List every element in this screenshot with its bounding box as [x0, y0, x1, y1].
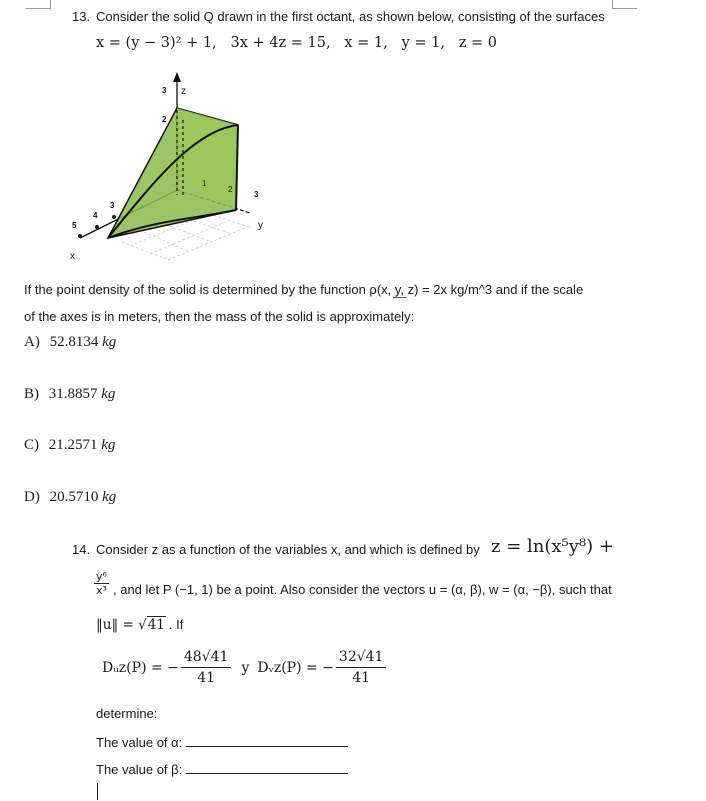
y-axis-label: y — [258, 220, 263, 231]
y-tick-1: 1 — [202, 179, 207, 188]
du-numerator: 48√41 — [181, 648, 232, 668]
option-b[interactable] — [24, 386, 115, 403]
q13-prompt: Consider the solid Q drawn in the first octant, as shown below, consisting of the surfaces — [96, 9, 605, 24]
q13-equations: x = (y − 3)² + 1, 3x + 4z = 15, x = 1, y = 1, z = 0 — [96, 35, 498, 51]
fraction-denominator: x³ — [96, 584, 107, 597]
page-corner-right — [612, 0, 637, 9]
q13-number: 13. — [72, 9, 91, 24]
du-denominator: 41 — [197, 670, 216, 686]
q14-number: 14. — [72, 542, 91, 557]
option-d-value: 20.5710 — [49, 489, 99, 505]
norm-radicand: 41 — [147, 617, 165, 633]
y-tick-3: 3 — [254, 190, 259, 199]
x-axis-label: x — [70, 251, 75, 262]
y-tick-2: 2 — [228, 185, 233, 194]
option-b-value: 31.8857 — [48, 386, 98, 402]
alpha-answer-row — [96, 733, 348, 750]
q13-density-line2: of the axes is in meters, then the mass of the solid is approximately: — [24, 309, 415, 324]
norm-prefix: ‖u‖ = √ — [96, 617, 147, 633]
x-tick-5: 5 — [72, 221, 77, 230]
q14-continuation: , and let P (−1, 1) be a point. Also consider the vectors u = (α, β), w = (α, −β), such that — [113, 582, 612, 597]
option-a-unit: kg — [102, 334, 117, 350]
z-tick-3: 3 — [162, 86, 167, 95]
beta-answer-row — [96, 760, 348, 777]
fraction-numerator: y⁶ — [96, 570, 107, 583]
dw-lhs: Dᵥz(P) = − — [257, 659, 334, 676]
option-a-value: 52.8134 — [49, 334, 99, 350]
page-corner-left — [26, 0, 51, 9]
option-c[interactable] — [24, 437, 115, 454]
z-tick-2: 2 — [162, 115, 167, 124]
du-lhs: Dᵤz(P) = − — [102, 659, 179, 676]
dw-fraction — [336, 648, 387, 687]
connector-y: y — [241, 659, 250, 676]
option-d-unit: kg — [102, 489, 117, 505]
option-c-label: C) — [24, 437, 39, 453]
directional-derivatives — [102, 648, 388, 687]
determine-label: determine: — [96, 706, 158, 721]
x-tick-4: 4 — [93, 211, 98, 220]
option-d[interactable] — [24, 489, 116, 506]
q14-prompt: Consider z as a function of the variables x, and which is defined by — [96, 542, 480, 557]
norm-suffix: . If — [168, 617, 184, 632]
alpha-label: The value of α: — [96, 735, 183, 750]
q14-fraction — [94, 570, 109, 597]
option-a-label: A) — [24, 334, 40, 350]
du-fraction — [181, 648, 232, 687]
option-c-unit: kg — [101, 437, 116, 453]
option-d-label: D) — [24, 489, 40, 505]
q14-z-definition: z = ln(x⁵y⁸) + — [491, 536, 614, 557]
q13-density-line1: If the point density of the solid is determined by the function ρ(x, y, z) = 2x kg/m^3 and if the scale — [24, 282, 584, 297]
option-a[interactable] — [24, 334, 116, 351]
beta-answer-field[interactable] — [186, 760, 348, 774]
alpha-answer-field[interactable] — [186, 733, 348, 747]
option-b-unit: kg — [101, 386, 116, 402]
z-axis-label: z — [181, 86, 186, 97]
norm-condition — [96, 617, 183, 633]
option-c-value: 21.2571 — [48, 437, 98, 453]
dw-numerator: 32√41 — [336, 648, 387, 668]
solid-q-figure — [60, 70, 320, 270]
rho-underline — [393, 297, 407, 298]
text-cursor — [97, 783, 98, 800]
x-tick-3: 3 — [110, 201, 115, 210]
option-b-label: B) — [24, 386, 39, 402]
dw-denominator: 41 — [352, 670, 371, 686]
beta-label: The value of β: — [96, 762, 183, 777]
